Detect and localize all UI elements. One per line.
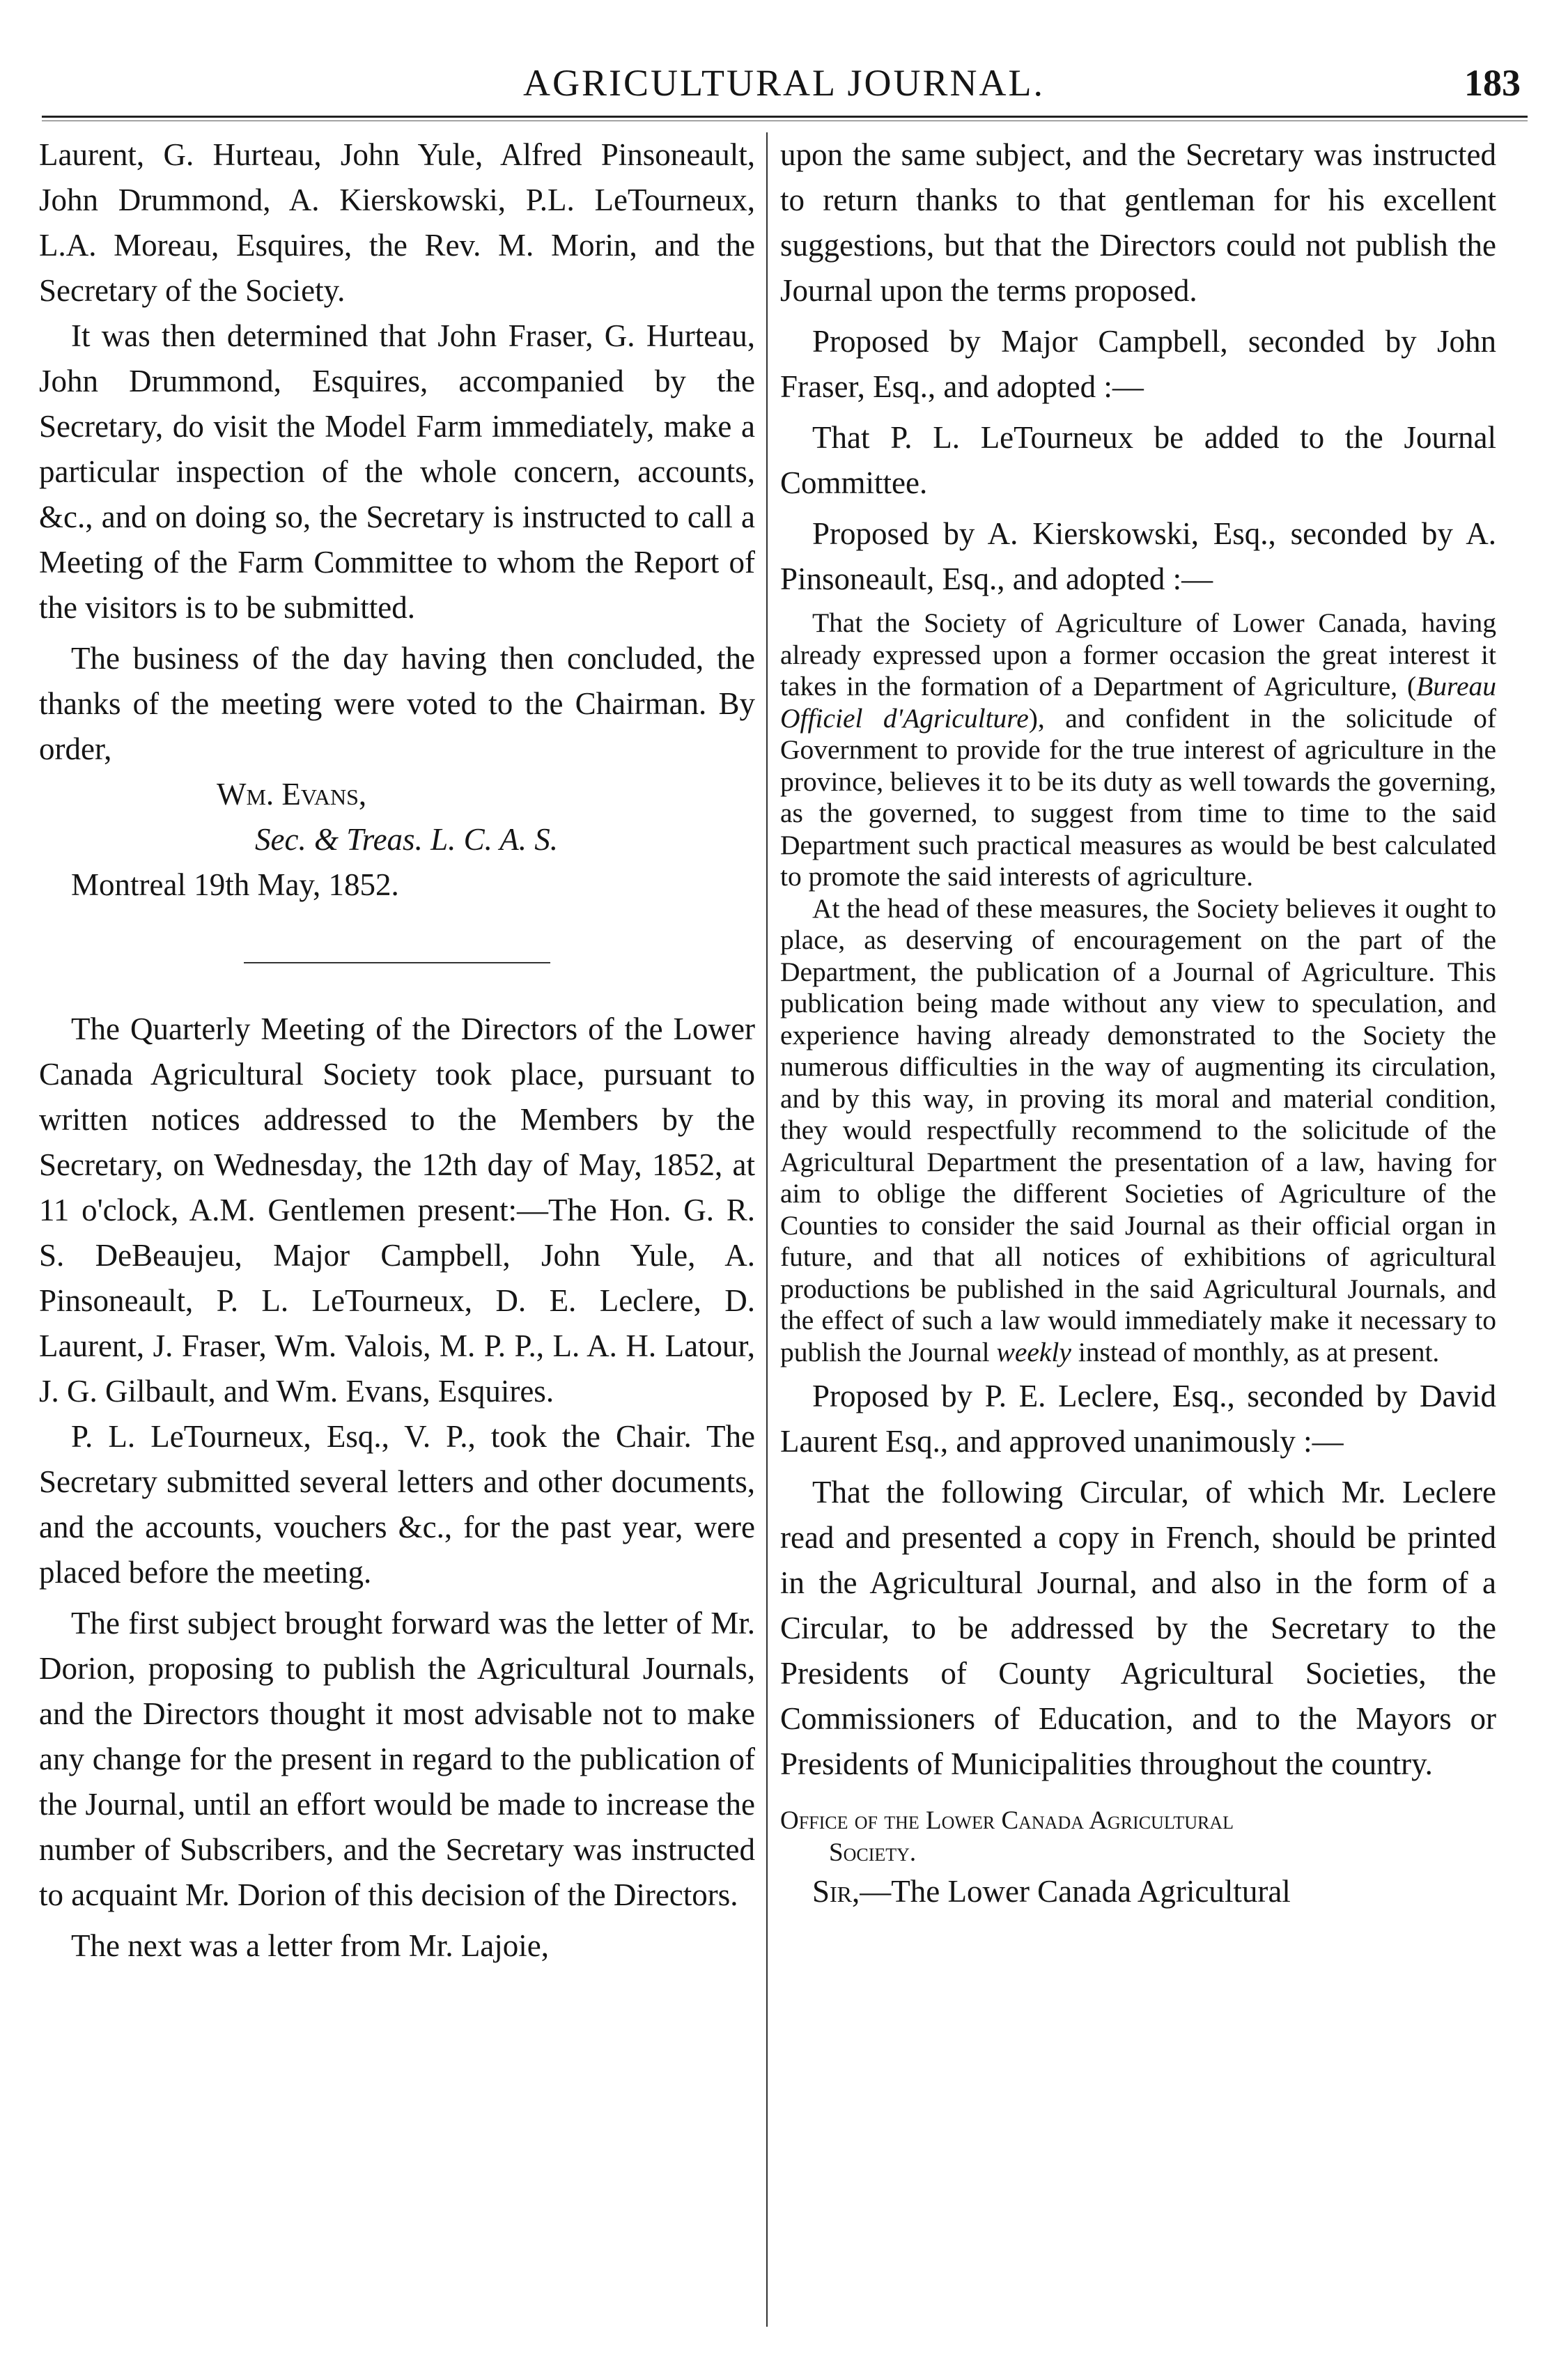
resolution-paragraph: [780, 893, 1496, 1369]
resolution-text: At the head of these measures, the Society believes it ought to place, as deserving of encouragement on the part of the Department, the publication of a Journal of Agriculture. This publication being made without any view to speculation, and experience having already demonstrated to the Society the numerous difficulties in the way of augmenting its circulation, and by this way, in proving its moral and material condition, they would respectfully recommend to the solicitude of the Agricultural Department the presentation of a law, having for aim to oblige the different Societies of Agriculture of the Counties to consider the said Journal as their official organ in future, and that all notices of exhibitions of agricultural productions be published in the said Agricultural Journals, and the effect of such a law would immediately make it necessary to publish the Journal: [780, 892, 1496, 1367]
resolution-text: ), and confident in the solicitude of Government to provide for the true interest of agriculture in the province, believes it to be its duty as well towards the governing, as the governed, to suggest from time to time to the said Department such practical measures as would be best calculated to promote the said interests of agriculture.: [780, 702, 1496, 892]
page-number: 183: [1464, 62, 1521, 104]
signature-role: Sec. & Treas. L. C. A. S.: [255, 822, 559, 857]
paragraph: P. L. LeTourneux, Esq., V. P., took the Chair. The Secretary submitted several letters and other documents, and the accounts, vouchers &c., for the past year, were placed before the meeting.: [39, 1419, 755, 1590]
signature-place-date: Montreal 19th May, 1852.: [71, 867, 399, 902]
signature-name: Wm. Evans,: [217, 777, 367, 812]
paragraph: The Quarterly Meeting of the Directors of the Lower Canada Agricultural Society took place, pursuant to written notices addressed to the Members by the Secretary, on Wednesday, the 12th day of May, 1852, at 11 o'clock, A.M. Gentlemen present:—The Hon. G. R. S. DeBeaujeu, Major Campbell, John Yule, A. Pinsoneault, P. L. LeTourneux, D. E. Leclere, D. Laurent, J. Fraser, Wm. Valois, M. P. P., L. A. H. Latour, J. G. Gilbault, and Wm. Evans, Esquires.: [39, 1011, 755, 1409]
paragraph: The first subject brought forward was the letter of Mr. Dorion, proposing to publish the Agricultural Journals, and the Directors thought it most advisable not to make any change for the present in regard to the publication of the Journal, until an effort would be made to increase the number of Subscribers, and the Secretary was instructed to acquaint Mr. Dorion of this decision of the Directors.: [39, 1606, 755, 1912]
office-heading-line: Society.: [829, 1838, 917, 1867]
emphasis-weekly: weekly: [996, 1336, 1071, 1367]
letter-text: The Lower Canada Agricultural: [891, 1874, 1291, 1909]
paragraph: Laurent, G. Hurteau, John Yule, Alfred Pinsoneault, John Drummond, A. Kierskowski, P.L. LeTourneux, L.A. Moreau, Esquires, the Rev. M. Morin, and the Secretary of the Society.: [39, 137, 755, 308]
letter-opening: [780, 1869, 1496, 1914]
paragraph: Proposed by Major Campbell, seconded by John Fraser, Esq., and adopted :—: [780, 324, 1496, 404]
resolution-paragraph: [780, 607, 1496, 893]
paragraph: Proposed by A. Kierskowski, Esq., seconded by A. Pinsoneault, Esq., and adopted :—: [780, 516, 1496, 596]
paragraph: The next was a letter from Mr. Lajoie,: [71, 1928, 550, 1963]
paragraph: upon the same subject, and the Secretary was instructed to return thanks to that gentleman for his excellent suggestions, but that the Directors could not publish the Journal upon the terms proposed.: [780, 137, 1496, 308]
resolution-text: That the Society of Agriculture of Lower Canada, having already expressed upon a former occasion the great interest it takes in the formation of a Department of Agriculture, (: [780, 607, 1496, 701]
office-heading: [780, 1805, 1496, 1869]
page-header: [42, 49, 1526, 125]
right-column: [780, 132, 1496, 1914]
office-heading-line: Office of the Lower Canada Agricultural: [780, 1806, 1234, 1835]
signature-block: [39, 772, 755, 908]
column-divider: [766, 132, 768, 2327]
header-rule: [42, 116, 1528, 121]
left-column: [39, 132, 755, 1969]
resolution-text: instead of monthly, as at present.: [1071, 1336, 1440, 1367]
paragraph: That P. L. LeTourneux be added to the Journal Committee.: [780, 420, 1496, 500]
paragraph: Proposed by P. E. Leclere, Esq., seconded by David Laurent Esq., and approved unanimously :—: [780, 1379, 1496, 1459]
paragraph: The business of the day having then concluded, the thanks of the meeting were voted to the Chairman. By order,: [39, 641, 755, 766]
journal-title: AGRICULTURAL JOURNAL.: [522, 62, 1046, 104]
paragraph: That the following Circular, of which Mr. Leclere read and presented a copy in French, should be printed in the Agricultural Journal, and also in the form of a Circular, to be addressed by the Secretary to the Presidents of County Agricultural Societies, the Commissioners of Education, and to the Mayors or Presidents of Municipalities throughout the country.: [780, 1475, 1496, 1781]
salutation: Sir,—: [812, 1874, 892, 1909]
bureau-title: Bureau Officiel d'Agriculture: [780, 671, 1496, 734]
section-separator: [244, 962, 550, 963]
paragraph: It was then determined that John Fraser, G. Hurteau, John Drummond, Esquires, accompanied by the Secretary, do visit the Model Farm immediately, make a particular inspection of the whole concern, accounts, &c., and on doing so, the Secretary is instructed to call a Meeting of the Farm Committee to whom the Report of the visitors is to be submitted.: [39, 318, 755, 625]
